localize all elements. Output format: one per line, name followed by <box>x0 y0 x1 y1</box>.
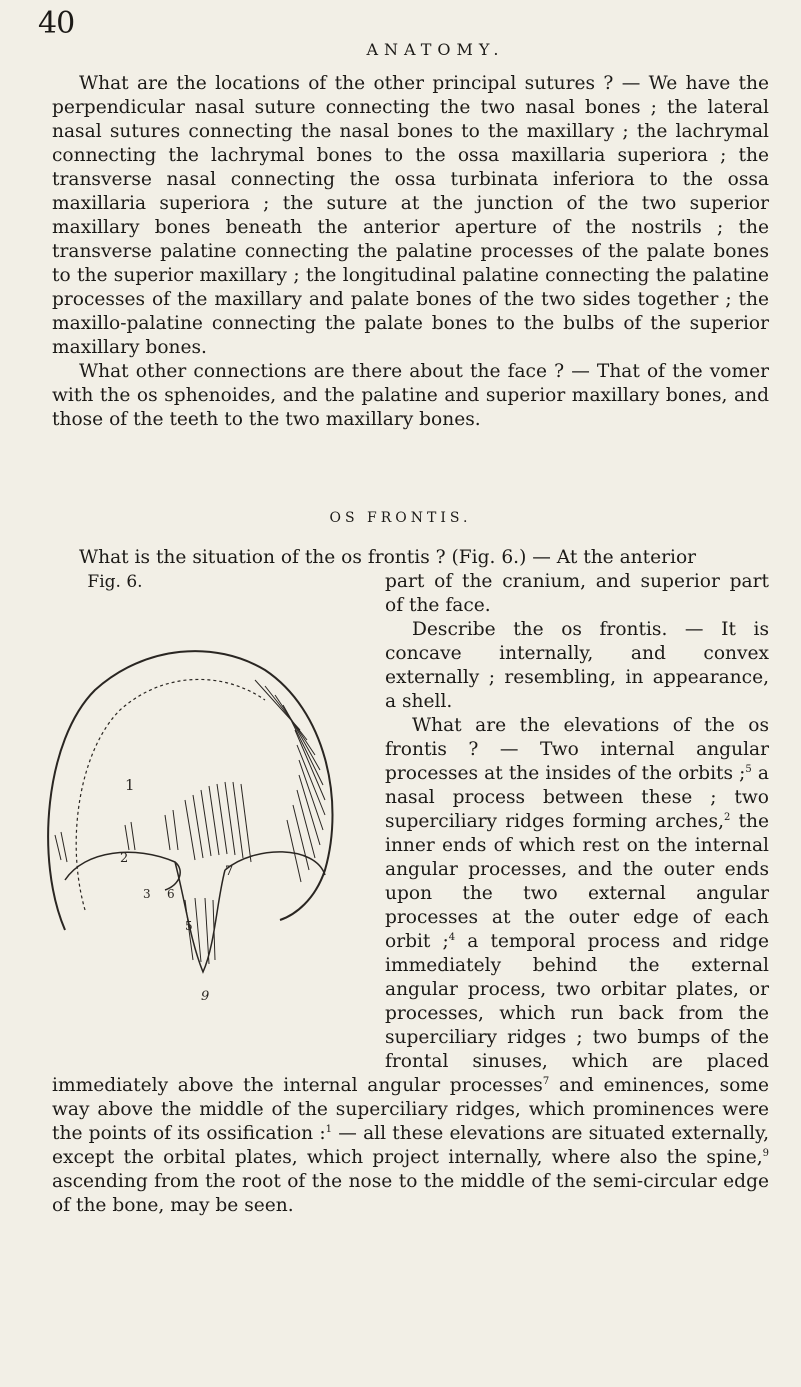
figure-label-6: 6 <box>167 887 175 901</box>
figure-label-5: 5 <box>185 919 193 933</box>
upper-text-block <box>52 72 769 432</box>
question-describe: Describe the os frontis. — It is concave internally, and convex externally ; resembling, in appearance, a shell. <box>385 619 769 712</box>
figure-label-1: 1 <box>125 776 135 794</box>
bone-outline <box>48 651 332 930</box>
figure-label-2: 2 <box>120 851 129 866</box>
figure-label-7: 7 <box>225 864 234 879</box>
figure-label-3: 3 <box>143 887 151 901</box>
question-situation-rest: part of the cranium, and superior part of the face. <box>385 571 769 616</box>
lower-text-block <box>52 546 769 1218</box>
paragraph-face-connections: What other connections are there about the face ? — That of the vomer with the os sphenoides, and the palatine and superior maxillary bones, and those of the teeth to the two maxillary bones. <box>52 361 769 430</box>
figure-caption: Fig. 6. <box>87 572 143 592</box>
question-elevations: What are the elevations of the os frontis ? — Two internal angular processes at the insides of the orbits ;$^5$ a nasal process between these ; two superciliary ridges forming arches,$^2$ the inner ends of which rest on the internal angular processes, and the outer ends upon the two external angular processes at the outer edge of each orbit ;$^4$ a temporal process and ridge immediately behind the external angular process, two orbitar plates, or processes, which run back from the superciliary ridges ; two bumps of the frontal sinuses, which are placed immediately above the internal angular processes$^7$ and eminences, some way above the middle of the superciliary ridges, which prominences were the points of its ossification :$^1$ — all these elevations are situated externally, except the orbital plates, which project internally, where also the spine,$^9$ ascending from the root of the nose to the middle of the semi-circular edge of the bone, may be seen. <box>52 715 769 1216</box>
figure-os-frontis <box>25 570 365 1074</box>
page-number: 40 <box>38 6 75 41</box>
frontal-bone-illustration <box>25 600 365 1074</box>
figure-label-9: 9 <box>201 989 210 1004</box>
question-situation-first-line: What is the situation of the os frontis ? (Fig. 6.) — At the anterior <box>79 547 697 568</box>
paragraph-sutures: What are the locations of the other principal sutures ? — We have the perpendicular nasal suture connecting the two nasal bones ; the lateral nasal sutures connecting the nasal bones to the maxillary ; the lachrymal connecting the lachrymal bones to the ossa maxillaria superiora ; the transverse nasal connecting the ossa turbinata inferiora to the ossa maxillaria superiora ; the suture at the junction of the two superior maxillary bones beneath the anterior aperture of the nostrils ; the transverse palatine connecting the palatine processes of the palate bones to the superior maxillary ; the longitudinal palatine connecting the palatine processes of the maxillary and palate bones of the two sides together ; the maxillo-palatine connecting the palate bones to the bulbs of the superior maxillary bones. <box>52 73 769 358</box>
running-head: ANATOMY. <box>366 40 505 59</box>
orbit-right <box>225 852 325 875</box>
section-heading: OS FRONTIS. <box>329 510 472 526</box>
bone-inner-curve <box>76 679 265 910</box>
